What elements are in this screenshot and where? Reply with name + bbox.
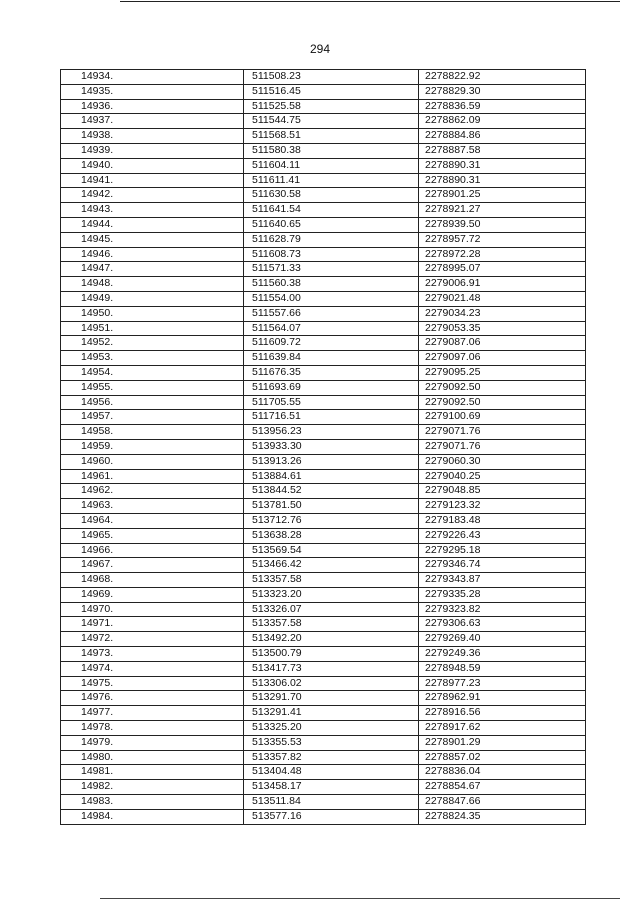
- x-coordinate-cell: 511568.51: [244, 129, 419, 144]
- x-coordinate-cell: 513417.73: [244, 661, 419, 676]
- table-row: [61, 765, 586, 780]
- y-coordinate-cell: 2279346.74: [419, 558, 586, 573]
- x-coordinate-cell: 511508.23: [244, 70, 419, 85]
- y-coordinate-cell: 2279034.23: [419, 306, 586, 321]
- y-coordinate-cell: 2279269.40: [419, 632, 586, 647]
- x-coordinate-cell: 513511.84: [244, 795, 419, 810]
- table-row: [61, 499, 586, 514]
- y-coordinate-cell: 2278962.91: [419, 691, 586, 706]
- x-coordinate-cell: 511630.58: [244, 188, 419, 203]
- table-row: [61, 721, 586, 736]
- y-coordinate-cell: 2279060.30: [419, 454, 586, 469]
- x-coordinate-cell: 513357.82: [244, 750, 419, 765]
- table-row: [61, 84, 586, 99]
- x-coordinate-cell: 511557.66: [244, 306, 419, 321]
- point-number-cell: 14963.: [61, 499, 244, 514]
- table-row: [61, 661, 586, 676]
- y-coordinate-cell: 2278822.92: [419, 70, 586, 85]
- x-coordinate-cell: 513323.20: [244, 587, 419, 602]
- y-coordinate-cell: 2278857.02: [419, 750, 586, 765]
- y-coordinate-cell: 2278829.30: [419, 84, 586, 99]
- table-row: [61, 217, 586, 232]
- table-row: [61, 321, 586, 336]
- x-coordinate-cell: 513306.02: [244, 676, 419, 691]
- point-number-cell: 14939.: [61, 143, 244, 158]
- y-coordinate-cell: 2279343.87: [419, 573, 586, 588]
- point-number-cell: 14942.: [61, 188, 244, 203]
- x-coordinate-cell: 511639.84: [244, 351, 419, 366]
- point-number-cell: 14972.: [61, 632, 244, 647]
- x-coordinate-cell: 513357.58: [244, 617, 419, 632]
- point-number-cell: 14983.: [61, 795, 244, 810]
- y-coordinate-cell: 2278847.66: [419, 795, 586, 810]
- x-coordinate-cell: 511525.58: [244, 99, 419, 114]
- x-coordinate-cell: 511554.00: [244, 291, 419, 306]
- y-coordinate-cell: 2278890.31: [419, 173, 586, 188]
- x-coordinate-cell: 513458.17: [244, 780, 419, 795]
- y-coordinate-cell: 2279183.48: [419, 513, 586, 528]
- table-row: [61, 188, 586, 203]
- point-number-cell: 14976.: [61, 691, 244, 706]
- y-coordinate-cell: 2279053.35: [419, 321, 586, 336]
- point-number-cell: 14954.: [61, 365, 244, 380]
- table-row: [61, 706, 586, 721]
- y-coordinate-cell: 2278921.27: [419, 203, 586, 218]
- point-number-cell: 14962.: [61, 484, 244, 499]
- table-row: [61, 750, 586, 765]
- table-row: [61, 336, 586, 351]
- table-row: [61, 735, 586, 750]
- x-coordinate-cell: 513933.30: [244, 439, 419, 454]
- x-coordinate-cell: 513325.20: [244, 721, 419, 736]
- table-row: [61, 513, 586, 528]
- y-coordinate-cell: 2278901.25: [419, 188, 586, 203]
- table-row: [61, 247, 586, 262]
- y-coordinate-cell: 2279226.43: [419, 528, 586, 543]
- x-coordinate-cell: 513326.07: [244, 602, 419, 617]
- y-coordinate-cell: 2279295.18: [419, 543, 586, 558]
- x-coordinate-cell: 513291.70: [244, 691, 419, 706]
- point-number-cell: 14971.: [61, 617, 244, 632]
- x-coordinate-cell: 513712.76: [244, 513, 419, 528]
- point-number-cell: 14984.: [61, 809, 244, 824]
- x-coordinate-cell: 511560.38: [244, 277, 419, 292]
- table-row: [61, 602, 586, 617]
- point-number-cell: 14978.: [61, 721, 244, 736]
- x-coordinate-cell: 511628.79: [244, 232, 419, 247]
- y-coordinate-cell: 2279006.91: [419, 277, 586, 292]
- point-number-cell: 14980.: [61, 750, 244, 765]
- table-row: [61, 99, 586, 114]
- x-coordinate-cell: 511571.33: [244, 262, 419, 277]
- x-coordinate-cell: 511640.65: [244, 217, 419, 232]
- page-number: 294: [309, 42, 331, 56]
- x-coordinate-cell: 511676.35: [244, 365, 419, 380]
- y-coordinate-cell: 2279335.28: [419, 587, 586, 602]
- y-coordinate-cell: 2279249.36: [419, 647, 586, 662]
- y-coordinate-cell: 2279306.63: [419, 617, 586, 632]
- table-row: [61, 809, 586, 824]
- point-number-cell: 14960.: [61, 454, 244, 469]
- scan-border-top: [120, 1, 620, 2]
- table-row: [61, 439, 586, 454]
- point-number-cell: 14975.: [61, 676, 244, 691]
- table-row: [61, 114, 586, 129]
- point-number-cell: 14941.: [61, 173, 244, 188]
- x-coordinate-cell: 513492.20: [244, 632, 419, 647]
- y-coordinate-cell: 2278862.09: [419, 114, 586, 129]
- point-number-cell: 14936.: [61, 99, 244, 114]
- point-number-cell: 14948.: [61, 277, 244, 292]
- point-number-cell: 14943.: [61, 203, 244, 218]
- table-row: [61, 484, 586, 499]
- coordinates-table-body: [61, 70, 586, 825]
- y-coordinate-cell: 2278995.07: [419, 262, 586, 277]
- table-row: [61, 365, 586, 380]
- y-coordinate-cell: 2278916.56: [419, 706, 586, 721]
- x-coordinate-cell: 513913.26: [244, 454, 419, 469]
- point-number-cell: 14982.: [61, 780, 244, 795]
- table-row: [61, 691, 586, 706]
- x-coordinate-cell: 511604.11: [244, 158, 419, 173]
- y-coordinate-cell: 2278948.59: [419, 661, 586, 676]
- point-number-cell: 14935.: [61, 84, 244, 99]
- x-coordinate-cell: 513500.79: [244, 647, 419, 662]
- y-coordinate-cell: 2279100.69: [419, 410, 586, 425]
- point-number-cell: 14969.: [61, 587, 244, 602]
- y-coordinate-cell: 2278917.62: [419, 721, 586, 736]
- point-number-cell: 14977.: [61, 706, 244, 721]
- x-coordinate-cell: 511608.73: [244, 247, 419, 262]
- table-row: [61, 70, 586, 85]
- x-coordinate-cell: 513844.52: [244, 484, 419, 499]
- table-row: [61, 143, 586, 158]
- table-row: [61, 306, 586, 321]
- point-number-cell: 14966.: [61, 543, 244, 558]
- x-coordinate-cell: 513781.50: [244, 499, 419, 514]
- table-row: [61, 232, 586, 247]
- x-coordinate-cell: 513884.61: [244, 469, 419, 484]
- y-coordinate-cell: 2278836.59: [419, 99, 586, 114]
- y-coordinate-cell: 2279092.50: [419, 395, 586, 410]
- point-number-cell: 14934.: [61, 70, 244, 85]
- table-row: [61, 780, 586, 795]
- y-coordinate-cell: 2278901.29: [419, 735, 586, 750]
- x-coordinate-cell: 513355.53: [244, 735, 419, 750]
- point-number-cell: 14968.: [61, 573, 244, 588]
- y-coordinate-cell: 2279021.48: [419, 291, 586, 306]
- y-coordinate-cell: 2278977.23: [419, 676, 586, 691]
- point-number-cell: 14946.: [61, 247, 244, 262]
- y-coordinate-cell: 2279071.76: [419, 425, 586, 440]
- x-coordinate-cell: 511693.69: [244, 380, 419, 395]
- point-number-cell: 14938.: [61, 129, 244, 144]
- x-coordinate-cell: 513357.58: [244, 573, 419, 588]
- table-row: [61, 203, 586, 218]
- table-row: [61, 676, 586, 691]
- point-number-cell: 14957.: [61, 410, 244, 425]
- x-coordinate-cell: 513569.54: [244, 543, 419, 558]
- point-number-cell: 14974.: [61, 661, 244, 676]
- x-coordinate-cell: 513956.23: [244, 425, 419, 440]
- y-coordinate-cell: 2279087.06: [419, 336, 586, 351]
- y-coordinate-cell: 2278854.67: [419, 780, 586, 795]
- table-row: [61, 573, 586, 588]
- scan-border-bottom: [100, 898, 620, 899]
- point-number-cell: 14973.: [61, 647, 244, 662]
- y-coordinate-cell: 2278939.50: [419, 217, 586, 232]
- x-coordinate-cell: 511544.75: [244, 114, 419, 129]
- point-number-cell: 14956.: [61, 395, 244, 410]
- table-row: [61, 425, 586, 440]
- y-coordinate-cell: 2278972.28: [419, 247, 586, 262]
- x-coordinate-cell: 513577.16: [244, 809, 419, 824]
- table-row: [61, 277, 586, 292]
- x-coordinate-cell: 511609.72: [244, 336, 419, 351]
- coordinates-table: [60, 69, 586, 825]
- y-coordinate-cell: 2278884.86: [419, 129, 586, 144]
- x-coordinate-cell: 511705.55: [244, 395, 419, 410]
- table-row: [61, 351, 586, 366]
- y-coordinate-cell: 2278957.72: [419, 232, 586, 247]
- table-row: [61, 469, 586, 484]
- table-row: [61, 647, 586, 662]
- table-row: [61, 543, 586, 558]
- point-number-cell: 14944.: [61, 217, 244, 232]
- y-coordinate-cell: 2279092.50: [419, 380, 586, 395]
- table-row: [61, 380, 586, 395]
- y-coordinate-cell: 2279048.85: [419, 484, 586, 499]
- point-number-cell: 14959.: [61, 439, 244, 454]
- table-row: [61, 558, 586, 573]
- point-number-cell: 14965.: [61, 528, 244, 543]
- y-coordinate-cell: 2278836.04: [419, 765, 586, 780]
- point-number-cell: 14940.: [61, 158, 244, 173]
- point-number-cell: 14952.: [61, 336, 244, 351]
- table-row: [61, 617, 586, 632]
- y-coordinate-cell: 2279071.76: [419, 439, 586, 454]
- y-coordinate-cell: 2279040.25: [419, 469, 586, 484]
- point-number-cell: 14970.: [61, 602, 244, 617]
- y-coordinate-cell: 2279123.32: [419, 499, 586, 514]
- table-row: [61, 291, 586, 306]
- point-number-cell: 14950.: [61, 306, 244, 321]
- x-coordinate-cell: 511641.54: [244, 203, 419, 218]
- point-number-cell: 14981.: [61, 765, 244, 780]
- y-coordinate-cell: 2279095.25: [419, 365, 586, 380]
- point-number-cell: 14951.: [61, 321, 244, 336]
- point-number-cell: 14958.: [61, 425, 244, 440]
- point-number-cell: 14947.: [61, 262, 244, 277]
- x-coordinate-cell: 511580.38: [244, 143, 419, 158]
- y-coordinate-cell: 2279097.06: [419, 351, 586, 366]
- point-number-cell: 14945.: [61, 232, 244, 247]
- table-row: [61, 587, 586, 602]
- point-number-cell: 14979.: [61, 735, 244, 750]
- y-coordinate-cell: 2278824.35: [419, 809, 586, 824]
- table-row: [61, 528, 586, 543]
- y-coordinate-cell: 2278887.58: [419, 143, 586, 158]
- point-number-cell: 14964.: [61, 513, 244, 528]
- point-number-cell: 14955.: [61, 380, 244, 395]
- x-coordinate-cell: 511564.07: [244, 321, 419, 336]
- x-coordinate-cell: 511716.51: [244, 410, 419, 425]
- x-coordinate-cell: 513291.41: [244, 706, 419, 721]
- table-row: [61, 632, 586, 647]
- table-row: [61, 173, 586, 188]
- table-row: [61, 158, 586, 173]
- table-row: [61, 395, 586, 410]
- y-coordinate-cell: 2279323.82: [419, 602, 586, 617]
- table-row: [61, 129, 586, 144]
- table-row: [61, 262, 586, 277]
- y-coordinate-cell: 2278890.31: [419, 158, 586, 173]
- point-number-cell: 14937.: [61, 114, 244, 129]
- point-number-cell: 14961.: [61, 469, 244, 484]
- table-row: [61, 454, 586, 469]
- x-coordinate-cell: 513638.28: [244, 528, 419, 543]
- table-row: [61, 410, 586, 425]
- table-row: [61, 795, 586, 810]
- x-coordinate-cell: 513466.42: [244, 558, 419, 573]
- point-number-cell: 14967.: [61, 558, 244, 573]
- point-number-cell: 14953.: [61, 351, 244, 366]
- x-coordinate-cell: 511516.45: [244, 84, 419, 99]
- x-coordinate-cell: 513404.48: [244, 765, 419, 780]
- x-coordinate-cell: 511611.41: [244, 173, 419, 188]
- point-number-cell: 14949.: [61, 291, 244, 306]
